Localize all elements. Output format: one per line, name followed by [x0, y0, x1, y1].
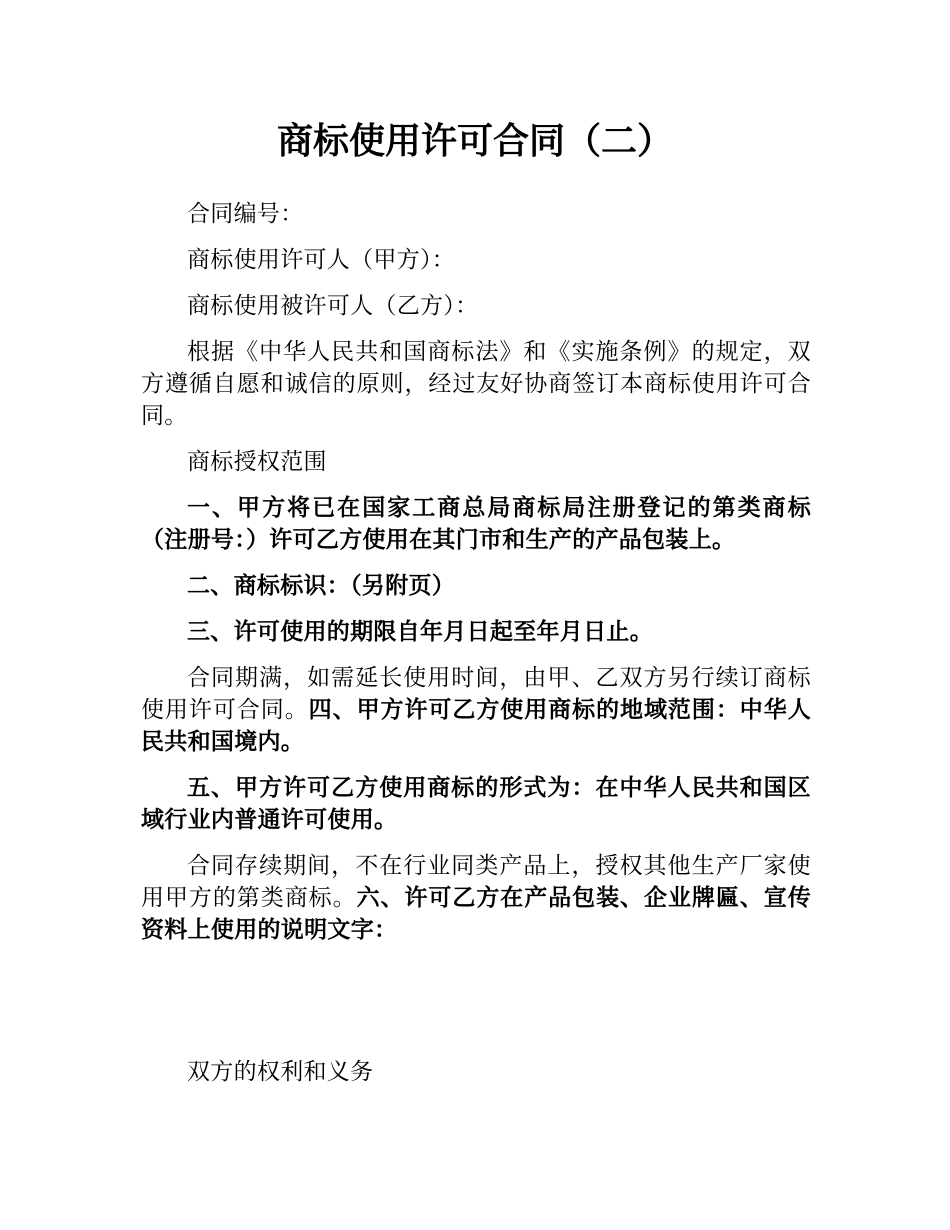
blank-space — [141, 960, 811, 1056]
term-paragraph — [141, 850, 811, 946]
preamble-paragraph: 根据《中华人民共和国商标法》和《实施条例》的规定，双方遵循自愿和诚信的原则，经过友好协商签订本商标使用许可合同。 — [141, 339, 811, 429]
clause-5: 五、甲方许可乙方使用商标的形式为：在中华人民共和国区域行业内普通许可使用。 — [141, 775, 811, 833]
renewal-text: 合同期满，如需延长使用时间，由甲、乙双方另行续订商标使用许可合同。 — [141, 665, 811, 723]
scope-heading: 商标授权范围 — [187, 449, 327, 475]
clause-1: 一、甲方将已在国家工商总局商标局注册登记的第类商标（注册号：）许可乙方使用在其门市和生产的产品包装上。 — [141, 495, 811, 553]
clause-3: 三、许可使用的期限自年月日起至年月日止。 — [187, 619, 653, 645]
term-text: 合同存续期间，不在行业同类产品上，授权其他生产厂家使用甲方的第类商标。 — [141, 853, 811, 911]
document-title: 商标使用许可合同（二） — [276, 121, 673, 162]
clause-4: 四、甲方许可乙方使用商标的地域范围：中华人民共和国境内。 — [141, 697, 811, 755]
document-body — [141, 198, 811, 1098]
licensor-line: 商标使用许可人（甲方）： — [187, 247, 456, 273]
renewal-paragraph — [141, 662, 811, 758]
licensee-line: 商标使用被许可人（乙方）： — [187, 293, 479, 319]
clause-6: 六、许可乙方在产品包装、企业牌匾、宣传资料上使用的说明文字： — [141, 885, 812, 943]
contract-number-line: 合同编号： — [187, 201, 304, 227]
clause-2: 二、商标标识：（另附页） — [187, 573, 456, 599]
rights-heading: 双方的权利和义务 — [187, 1059, 374, 1085]
